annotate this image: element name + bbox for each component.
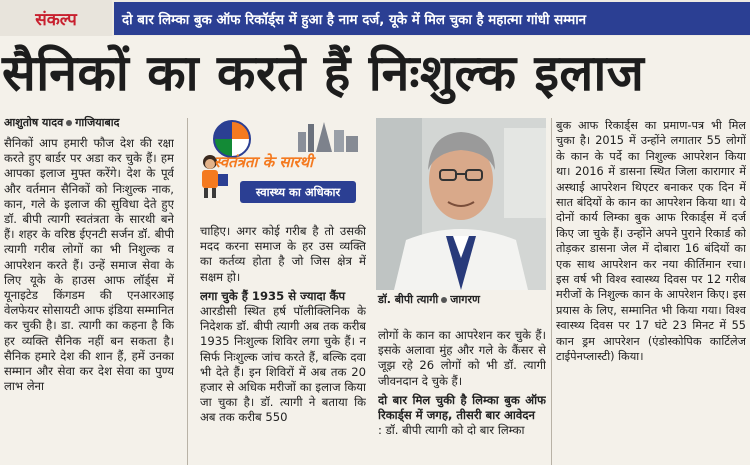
byline-author: आशुतोष यादव <box>4 116 64 129</box>
paragraph: बुक आफ रिकार्ड्स का प्रमाण-पत्र भी मिल चुका है। 2015 में उन्होंने लगातार 55 लोगों के कान के पर्दे का निशुल्क आपरेशन किया था। 2016 में डासना स्थित जिला कारागार में अस्थाई आपरेशन थिएटर बनाकर एक दिन में सात बंदियों के कान का आपरेशन किया था। ये दोनों कार्य लिम्का बुक आफ रिकार्ड्स में दर्ज किए जा चुके हैं। उन्होंने अपने पुराने रिकार्ड को तोड़कर डासना जेल में दोबारा 16 बंदियों का एक साथ आपरेशन कर नया कीर्तिमान रचा। इस वर्ष भी विश्व स्वास्थ्य दिवस पर 12 गरीब मरीजों के निशुल्क कान के आपरेशन किए। इस प्रयास के लिए, सम्मानित भी किया गया। विश्व स्वास्थ्य दिवस पर 17 घंटे 23 मिनट में 55 कान ड्रम आपरेशन (एंडोस्कोपिक कार्टिलेज टाईपेनप्लास्टी) किया। <box>556 119 746 364</box>
column-divider <box>187 118 188 465</box>
article-column-4 <box>556 118 746 465</box>
caption-source: जागरण <box>450 293 480 306</box>
headline: सैनिकों का करते हैं निःशुल्क इलाज <box>2 44 645 102</box>
paragraph: सैनिकों आप हमारी फौज देश की रक्षा करते हुए बार्डर पर अडा कर चुके हैं। हम आपका इलाज मुफ्त करेंगे। देश के पूर्व और वर्तमान सैनिकों को निःशुल्क नाक, कान, गले के इलाज की सुविधा देते हुए डॉ. बीपी त्यागी स्वतंत्रता के सारथी बने हैं। शहर के वरिष्ठ ईएनटी सर्जन डॉ. बीपी त्यागी गरीब लोगों का भी निशुल्क व आपरेशन करते हैं। उन्हें समाज सेवा के लिए यूके के हाउस आफ लॉर्ड्स में यूनाइटेड किंगडम की एनआरआइ वेलफेयर सोसायटी आफ इंडिया सम्मानित कर चुकी है। डा. त्यागी का कहना है कि हर व्यक्ति सैनिक नहीं बन सकता है। सैनिक हमारे देश की शान हैं, हमें उनका सम्मान और सेवा कर देश सेवा का पुण्य लाभ लेना <box>4 136 174 394</box>
portrait-image <box>376 118 546 290</box>
subheading: दो बार मिल चुकी है लिम्का बुक ऑफ रिकार्ड्स में जगह, तीसरी बार आवेदन <box>378 392 546 423</box>
bullet-icon <box>66 120 72 126</box>
logo-subtitle: स्वास्थ्य का अधिकार <box>240 181 356 203</box>
paragraph: आरडीसी स्थित हर्ष पॉलीक्लिनिक के निदेशक डॉ. बीपी त्यागी अब तक करीब 1935 निःशुल्क शिविर लगा चुके हैं। न सिर्फ निःशुल्क जांच करते हैं, बल्कि दवा भी देते हैं। इन शिविरों में अब तक 20 हजार से अधिक मरीजों का इलाज किया जा चुका है। डॉ. त्यागी ने बताया कि अब तक करीब 550 <box>200 304 366 425</box>
caption-name: डॉ. बीपी त्यागी <box>378 293 439 306</box>
photo-caption <box>378 292 480 307</box>
skyline-icon <box>296 118 362 152</box>
paragraph: चाहिए। अगर कोई गरीब है तो उसकी मदद करना समाज के हर उस व्यक्ति का कर्तव्य होता है जो जिस क्षेत्र में सक्षम हो। <box>200 224 366 284</box>
doctor-photo <box>376 118 546 290</box>
subheading: लगा चुके हैं 1935 से ज्यादा कैंप <box>200 288 346 303</box>
article-column-3 <box>378 328 546 465</box>
section-tag: संकल्प <box>0 0 112 36</box>
bullet-icon <box>441 297 447 303</box>
article-column-1 <box>4 136 174 465</box>
paragraph: लोगों के कान का आपरेशन कर चुके हैं। इसके अलावा मुंह और गले के कैंसर से जूझ रहे 26 लोगों को भी डॉ. त्यागी जीवनदान दे चुके हैं। <box>378 328 546 388</box>
byline <box>4 115 119 130</box>
paragraph: : डॉ. बीपी त्यागी को दो बार लिम्का <box>378 423 525 438</box>
column-divider <box>551 118 552 465</box>
kicker-banner: दो बार लिम्का बुक ऑफ रिकॉर्ड्स में हुआ है नाम दर्ज, यूके में मिल चुका है महात्मा गांधी सम्मान <box>114 2 750 35</box>
logo-title: स्वतंत्रता के सारथी <box>214 153 314 171</box>
article-column-2 <box>200 224 366 465</box>
byline-city: गाजियाबाद <box>75 116 120 129</box>
